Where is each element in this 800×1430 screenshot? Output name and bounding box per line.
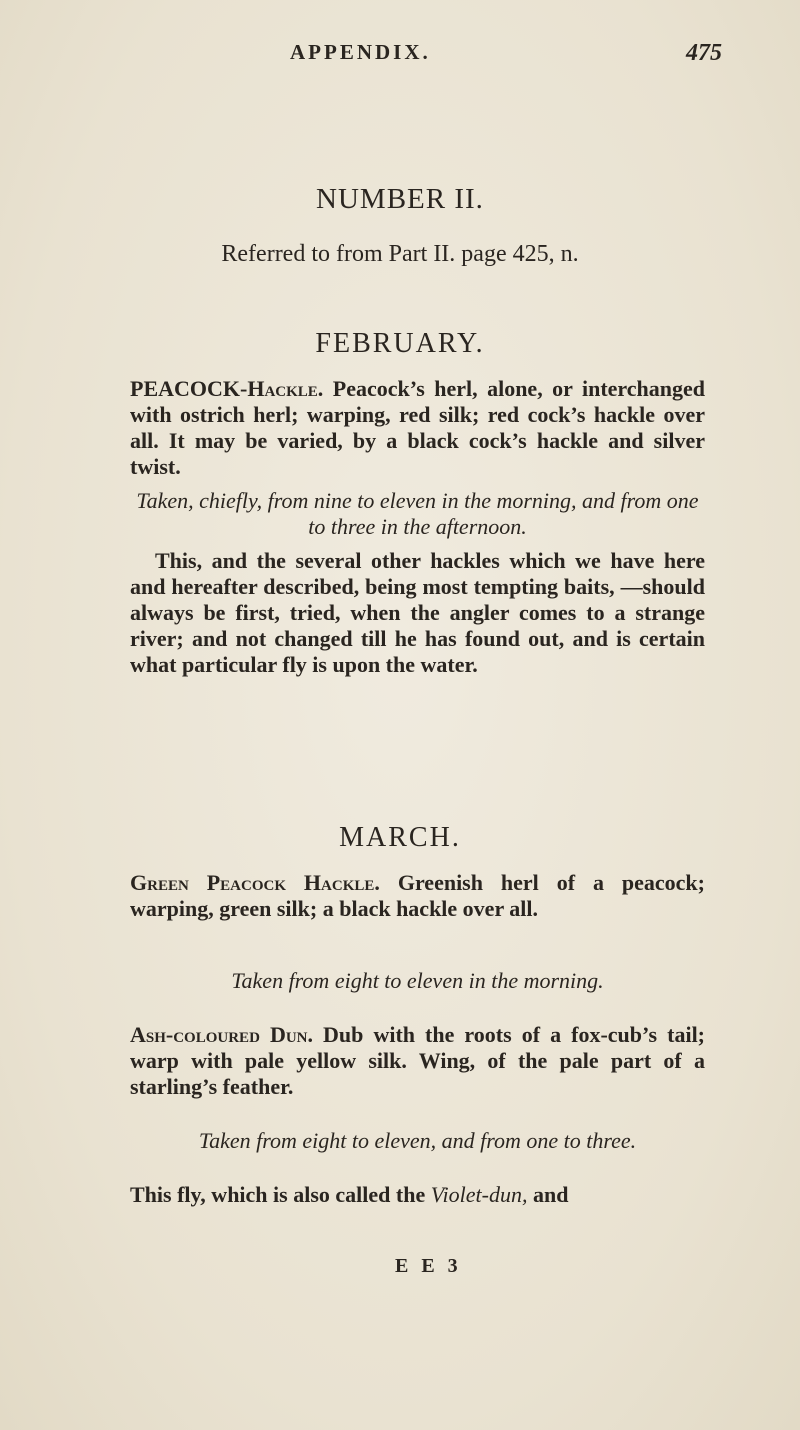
fly-description: Greenish herl of a peacock; warping, green silk; a black hackle over all. bbox=[130, 870, 705, 921]
fly-timing: Taken from eight to eleven in the morning. bbox=[231, 968, 604, 993]
month-heading-march: MARCH. bbox=[339, 822, 461, 853]
fly-description: Peacock’s herl, alone, or interchanged with ostrich herl; warping, red silk; red cock’s hackle over all. It may be varied, by a black cock’s hackle and silver twist. bbox=[130, 376, 706, 479]
running-head: APPENDIX. bbox=[290, 40, 431, 64]
page-header bbox=[0, 40, 800, 80]
fly-alias: Violet-dun, bbox=[430, 1182, 528, 1207]
fly-name: Green Peacock Hackle. bbox=[130, 870, 380, 895]
note-text: This fly, which is also called the bbox=[130, 1182, 426, 1207]
fly-timing: Taken, chiefly, from nine to eleven in the morning, and from one to three in the afternoon. bbox=[136, 488, 699, 539]
fly-description: Dub with the roots of a fox-cub’s tail; warp with pale yellow silk. Wing, of the pale part of a starling’s feather. bbox=[130, 1022, 706, 1099]
fly-name: PEACOCK-Hackle. bbox=[130, 376, 324, 401]
fly-entry-peacock-hackle bbox=[130, 376, 705, 480]
signature-mark: E E 3 bbox=[395, 1255, 462, 1277]
fly-entry-ash-coloured-dun bbox=[130, 1022, 705, 1100]
fly-name: Ash-coloured Dun. bbox=[130, 1022, 313, 1047]
fly-note: This, and the several other hackles which we have here and hereafter described, being most tempting baits, —should always be first, tried, when the angler comes to a strange river; and not changed till he has found out, and is certain what particular fly is upon the water. bbox=[130, 548, 705, 677]
fly-entry-green-peacock-hackle bbox=[130, 870, 705, 922]
section-number: NUMBER II. bbox=[316, 183, 484, 215]
fly-timing: Taken from eight to eleven, and from one to three. bbox=[198, 1128, 637, 1153]
month-heading-february: FEBRUARY. bbox=[315, 328, 485, 359]
fly-note bbox=[130, 1182, 705, 1208]
page-number: 475 bbox=[686, 40, 722, 66]
section-reference: Referred to from Part II. page 425, n. bbox=[221, 241, 579, 267]
note-text: and bbox=[532, 1182, 569, 1207]
